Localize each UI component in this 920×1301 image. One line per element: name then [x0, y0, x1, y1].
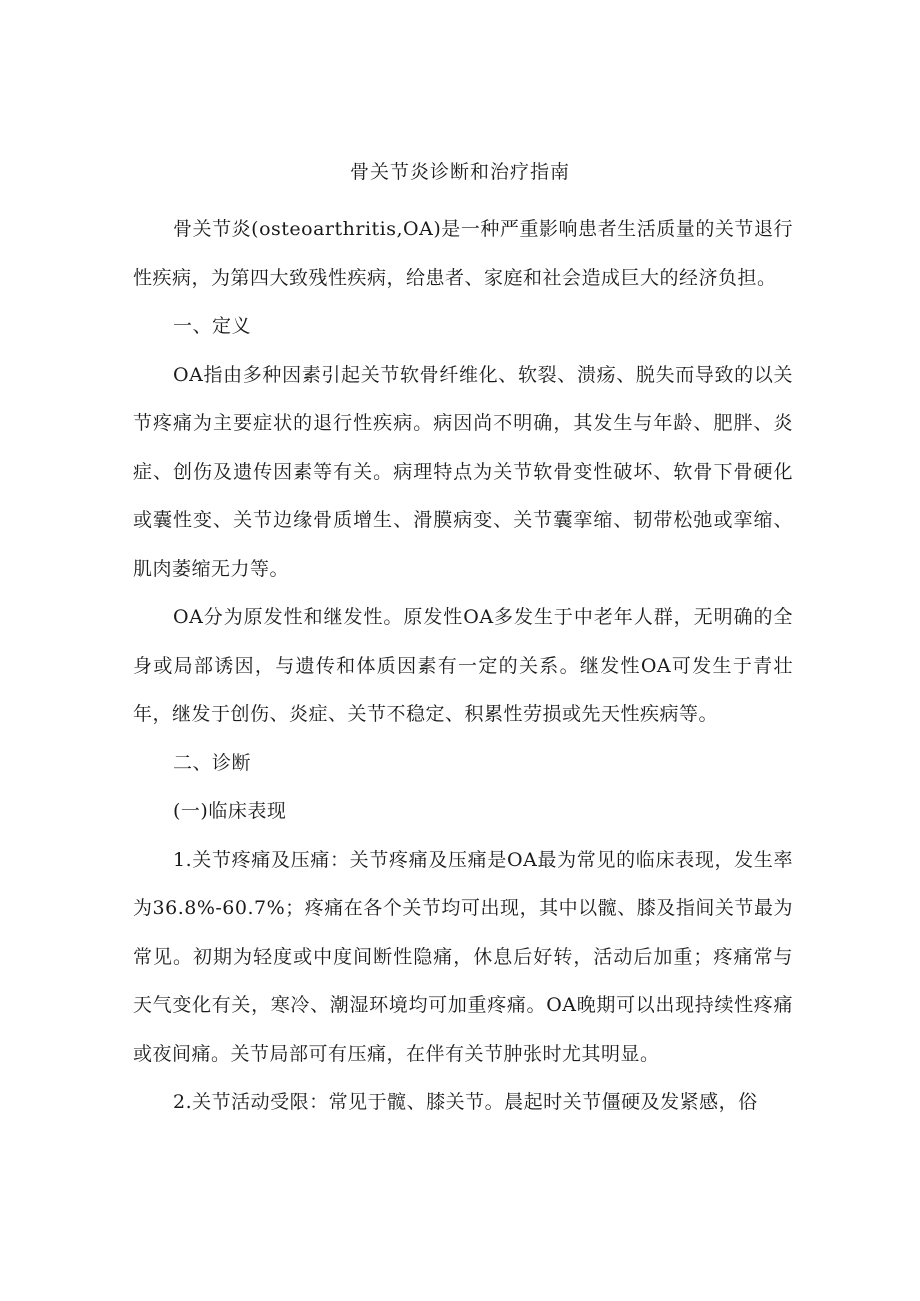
definition-paragraph: OA指由多种因素引起关节软骨纤维化、软裂、溃疡、脱失而导致的以关节疼痛为主要症状的退行性疾病。病因尚不明确，其发生与年龄、肥胖、炎症、创伤及遗传因素等有关。病理特点为关节软骨变性破坏、软骨下骨硬化或囊性变、关节边缘骨质增生、滑膜病变、关节囊挛缩、韧带松弛或挛缩、肌肉萎缩无力等。: [133, 363, 793, 580]
clinical-item-mobility: 2.关节活动受限：常见于髋、膝关节。晨起时关节僵硬及发紧感，俗: [173, 1091, 758, 1113]
section-heading-diagnosis: 二、诊断: [173, 751, 252, 774]
document-title: 骨关节炎诊断和治疗指南: [349, 161, 570, 183]
section-heading-definition: 一、定义: [173, 315, 252, 337]
clinical-item-pain: 1.关节疼痛及压痛：关节疼痛及压痛是OA最为常见的临床表现，发生率为36.8%-60.7%；疼痛在各个关节均可出现，其中以髋、膝及指间关节最为常见。初期为轻度或中度间断性隐痛，休息后好转，活动后加重；疼痛常与天气变化有关，寒冷、潮湿环境均可加重疼痛。OA晚期可以出现持续性疼痛或夜间痛。关节局部可有压痛，在伴有关节肿张时尤其明显。: [133, 848, 793, 1065]
document-body: [133, 205, 793, 1127]
subsection-heading-clinical: (一)临床表现: [173, 800, 287, 822]
intro-paragraph: 骨关节炎(osteoarthritis,OA)是一种严重影响患者生活质量的关节退行性疾病，为第四大致残性疾病，给患者、家庭和社会造成巨大的经济负担。: [133, 218, 793, 289]
classification-paragraph: OA分为原发性和继发性。原发性OA多发生于中老年人群，无明确的全身或局部诱因，与遗传和体质因素有一定的关系。继发性OA可发生于青壮年，继发于创伤、炎症、关节不稳定、积累性劳损或先天性疾病等。: [133, 606, 793, 725]
